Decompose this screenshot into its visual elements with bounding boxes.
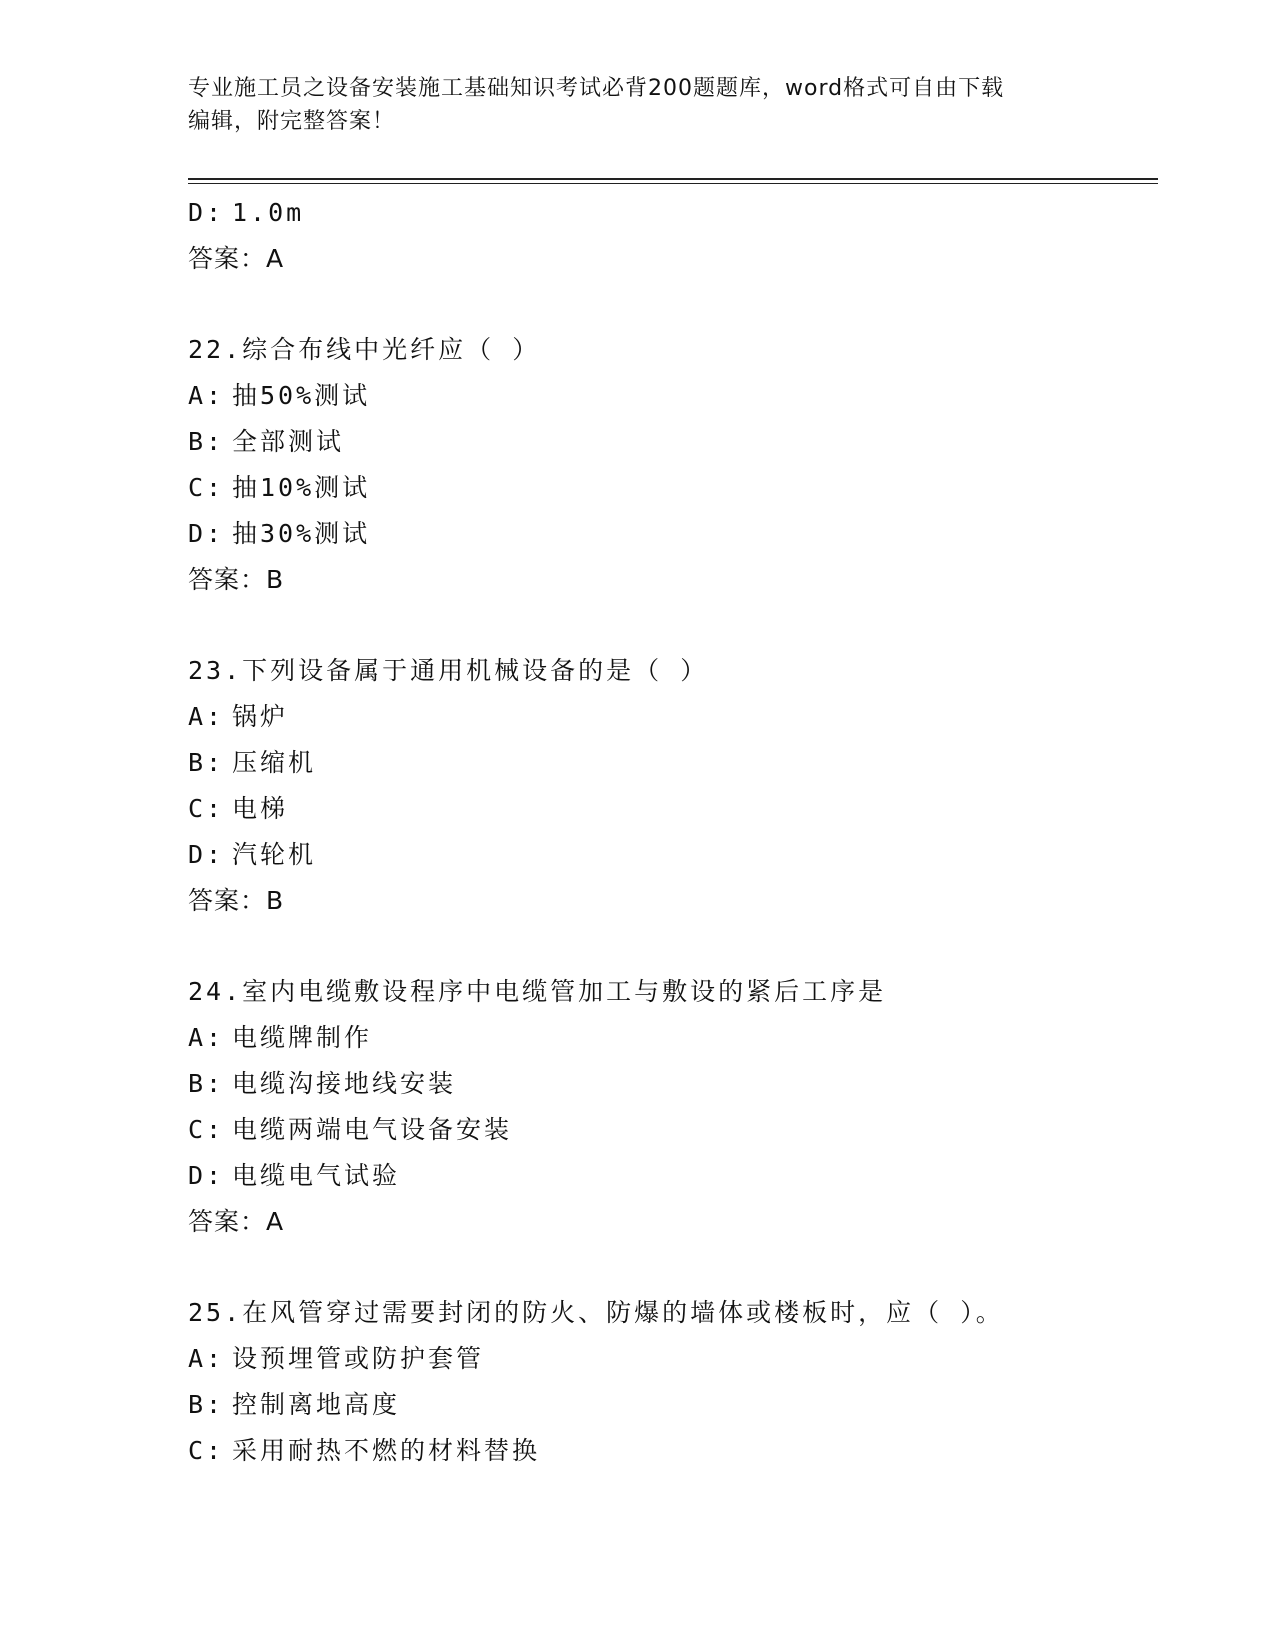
question-25-option-a (188, 1336, 1158, 1382)
answer-prev: 答案：A (188, 244, 285, 273)
question-24-option-b (188, 1061, 1158, 1107)
option-text: 锅炉 (232, 702, 289, 731)
option-key: C: (188, 794, 225, 823)
option-key: A: (188, 702, 225, 731)
option-text: 压缩机 (232, 748, 317, 777)
question-23-option-c (188, 786, 1158, 832)
option-d-prev (188, 190, 1158, 236)
question-list (188, 190, 1158, 1474)
question-23-option-d (188, 832, 1158, 878)
spacer (188, 603, 1158, 648)
option-key: D: (188, 519, 225, 548)
question-22-option-c (188, 465, 1158, 511)
option-text: 电缆牌制作 (232, 1023, 373, 1052)
option-text: 电缆电气试验 (232, 1161, 401, 1190)
option-key: D: (188, 840, 225, 869)
option-key: B: (188, 748, 225, 777)
question-23-stem: 23.下列设备属于通用机械设备的是（ ） (188, 656, 709, 685)
header-divider (188, 178, 1158, 184)
question-22-stem: 22.综合布线中光纤应（ ） (188, 335, 541, 364)
option-text: 汽轮机 (232, 840, 317, 869)
header-title-line-1: 专业施工员之设备安装施工基础知识考试必背200题题库，word格式可自由下载 (188, 76, 1005, 101)
question-22-option-b (188, 419, 1158, 465)
option-text: 抽10%测试 (232, 473, 371, 502)
option-key: D: (188, 198, 225, 227)
option-key: D: (188, 1161, 225, 1190)
option-text: 电梯 (232, 794, 289, 823)
question-22-option-a (188, 373, 1158, 419)
option-key: B: (188, 427, 225, 456)
question-24-stem: 24.室内电缆敷设程序中电缆管加工与敷设的紧后工序是 (188, 977, 887, 1006)
question-24-option-c (188, 1107, 1158, 1153)
question-25-stem: 25.在风管穿过需要封闭的防火、防爆的墙体或楼板时，应（ ）。 (188, 1298, 1004, 1327)
question-24-answer: 答案：A (188, 1207, 285, 1236)
option-key: C: (188, 473, 225, 502)
option-text: 电缆两端电气设备安装 (232, 1115, 513, 1144)
option-text: 设预埋管或防护套管 (232, 1344, 485, 1373)
document-header (188, 72, 1088, 138)
question-22-answer: 答案：B (188, 565, 285, 594)
question-25-option-c (188, 1428, 1158, 1474)
question-23-option-b (188, 740, 1158, 786)
option-text: 抽50%测试 (232, 381, 371, 410)
header-title-line-2: 编辑，附完整答案！ (188, 109, 396, 134)
spacer (188, 1245, 1158, 1290)
spacer (188, 924, 1158, 969)
question-24-option-a (188, 1015, 1158, 1061)
option-key: A: (188, 381, 225, 410)
option-text: 全部测试 (232, 427, 345, 456)
option-key: B: (188, 1069, 225, 1098)
option-text: 电缆沟接地线安装 (232, 1069, 457, 1098)
option-key: A: (188, 1023, 225, 1052)
option-text: 1.0m (232, 198, 305, 227)
question-25-option-b (188, 1382, 1158, 1428)
question-23-answer: 答案：B (188, 886, 285, 915)
option-key: B: (188, 1390, 225, 1419)
option-text: 采用耐热不燃的材料替换 (232, 1436, 541, 1465)
question-23-option-a (188, 694, 1158, 740)
option-text: 抽30%测试 (232, 519, 371, 548)
option-key: C: (188, 1436, 225, 1465)
option-text: 控制离地高度 (232, 1390, 401, 1419)
option-key: C: (188, 1115, 225, 1144)
question-24-option-d (188, 1153, 1158, 1199)
spacer (188, 282, 1158, 327)
question-22-option-d (188, 511, 1158, 557)
option-key: A: (188, 1344, 225, 1373)
